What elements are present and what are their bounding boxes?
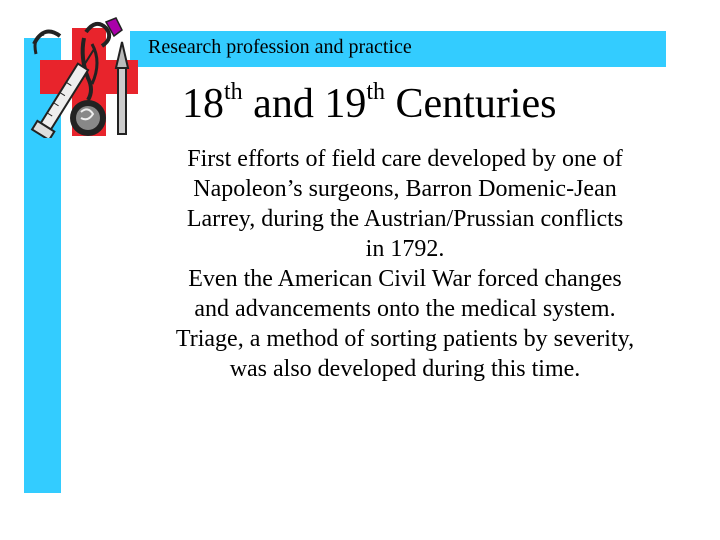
slide-subtitle: Research profession and practice: [148, 36, 412, 58]
text-line: Triage, a method of sorting patients by severity,: [175, 326, 635, 352]
title-part-3: Centuries: [385, 81, 557, 127]
text-line: was also developed during this time.: [229, 356, 581, 382]
paragraph-field-care: [115, 144, 695, 264]
text-line: Larrey, during the Austrian/Prussian conflicts: [186, 206, 624, 232]
slide-title: [182, 80, 556, 128]
text-line: Even the American Civil War forced changes: [188, 266, 622, 292]
paragraph-civil-war: [115, 264, 695, 324]
body-text: [115, 144, 695, 384]
title-part-2: and 19: [242, 81, 367, 127]
title-sup-2: th: [366, 79, 385, 105]
title-sup-1: th: [224, 79, 243, 105]
paragraph-triage: [115, 324, 695, 384]
text-line: in 1792.: [365, 236, 445, 262]
text-line: First efforts of field care developed by one of: [187, 146, 623, 172]
medical-tools-clipart-icon: [26, 14, 138, 138]
text-line: and advancements onto the medical system.: [194, 296, 616, 322]
text-line: Napoleon’s surgeons, Barron Domenic-Jean: [193, 176, 617, 202]
title-part-1: 18: [182, 81, 224, 127]
